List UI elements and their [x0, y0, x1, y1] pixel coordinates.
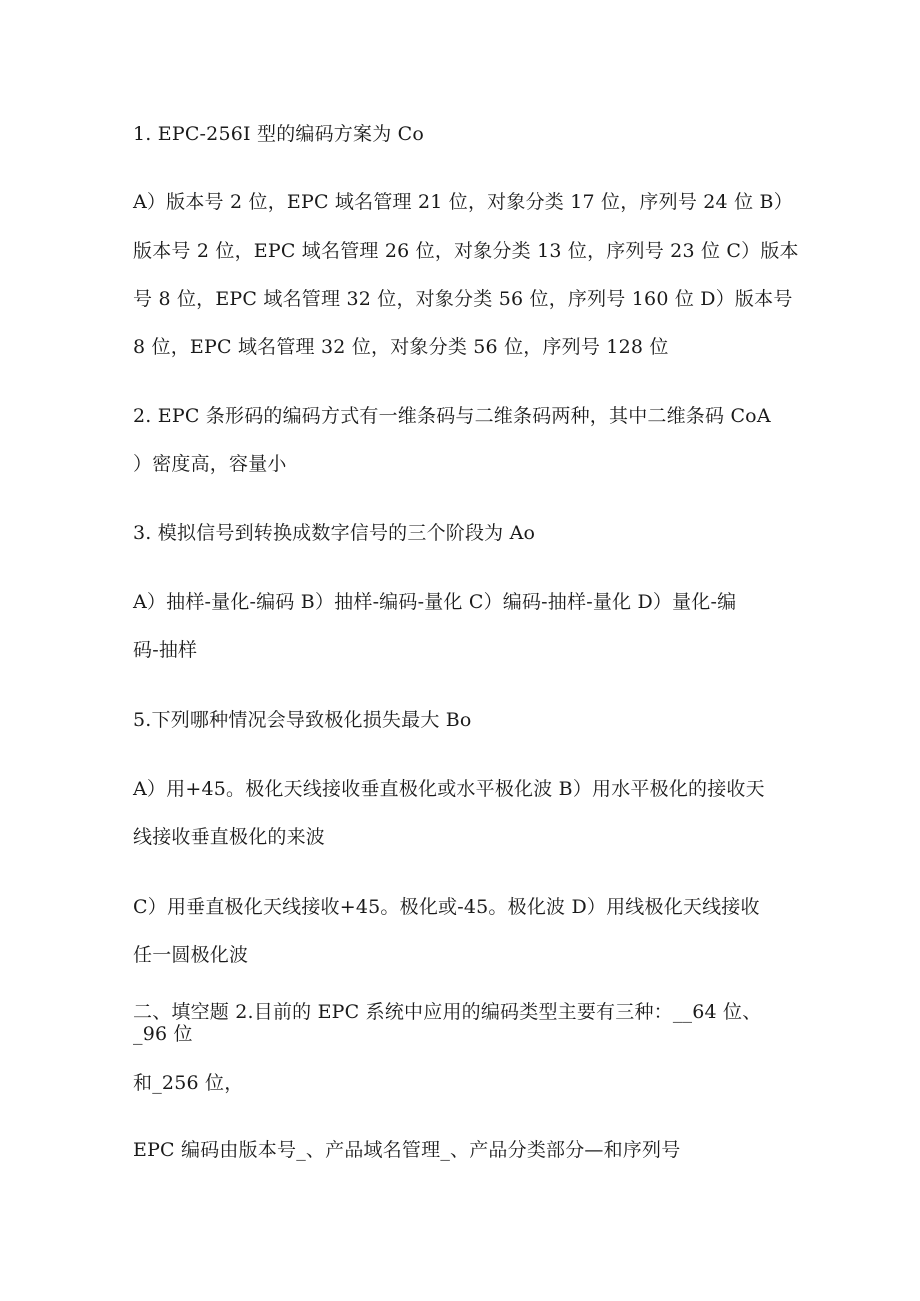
- fill-in-section-line-3: 和_256 位，: [133, 1072, 244, 1094]
- fill-in-section-line-1: 二、填空题 2.目前的 EPC 系统中应用的编码类型主要有三种：__64 位、: [133, 1001, 762, 1023]
- question-2-line-2: ）密度高，容量小: [133, 453, 287, 475]
- question-1-options-line-3: 号 8 位，EPC 域名管理 32 位，对象分类 56 位，序列号 160 位 D）版本号: [133, 288, 793, 310]
- question-5-options-line-2: 线接收垂直极化的来波: [133, 826, 326, 848]
- question-1-options-line-1: A）版本号 2 位，EPC 域名管理 21 位，对象分类 17 位，序列号 24 位 B）: [133, 191, 793, 213]
- question-5-options-line-4: 任一圆极化波: [133, 944, 249, 966]
- question-3-title: 3. 模拟信号到转换成数字信号的三个阶段为 Ao: [133, 522, 536, 544]
- question-1-options-line-4: 8 位，EPC 域名管理 32 位，对象分类 56 位，序列号 128 位: [133, 336, 669, 358]
- question-3-options-line-1: A）抽样-量化-编码 B）抽样-编码-量化 C）编码-抽样-量化 D）量化-编: [133, 591, 737, 613]
- question-1-options-line-2: 版本号 2 位，EPC 域名管理 26 位，对象分类 13 位，序列号 23 位 C）版本: [133, 240, 799, 262]
- question-5-options-line-1: A）用+45。极化天线接收垂直极化或水平极化波 B）用水平极化的接收天: [133, 778, 765, 800]
- question-1-title: 1. EPC-256I 型的编码方案为 Co: [133, 123, 425, 145]
- fill-in-section-line-4: EPC 编码由版本号_、产品域名管理_、产品分类部分—和序列号: [133, 1139, 681, 1161]
- question-5-title: 5.下列哪种情况会导致极化损失最大 Bo: [133, 709, 472, 731]
- fill-in-section-line-2: _96 位: [133, 1023, 193, 1045]
- question-3-options-line-2: 码-抽样: [133, 639, 198, 661]
- question-5-options-line-3: C）用垂直极化天线接收+45。极化或-45。极化波 D）用线极化天线接收: [133, 896, 760, 918]
- question-2-line-1: 2. EPC 条形码的编码方式有一维条码与二维条码两种，其中二维条码 CoA: [133, 405, 771, 427]
